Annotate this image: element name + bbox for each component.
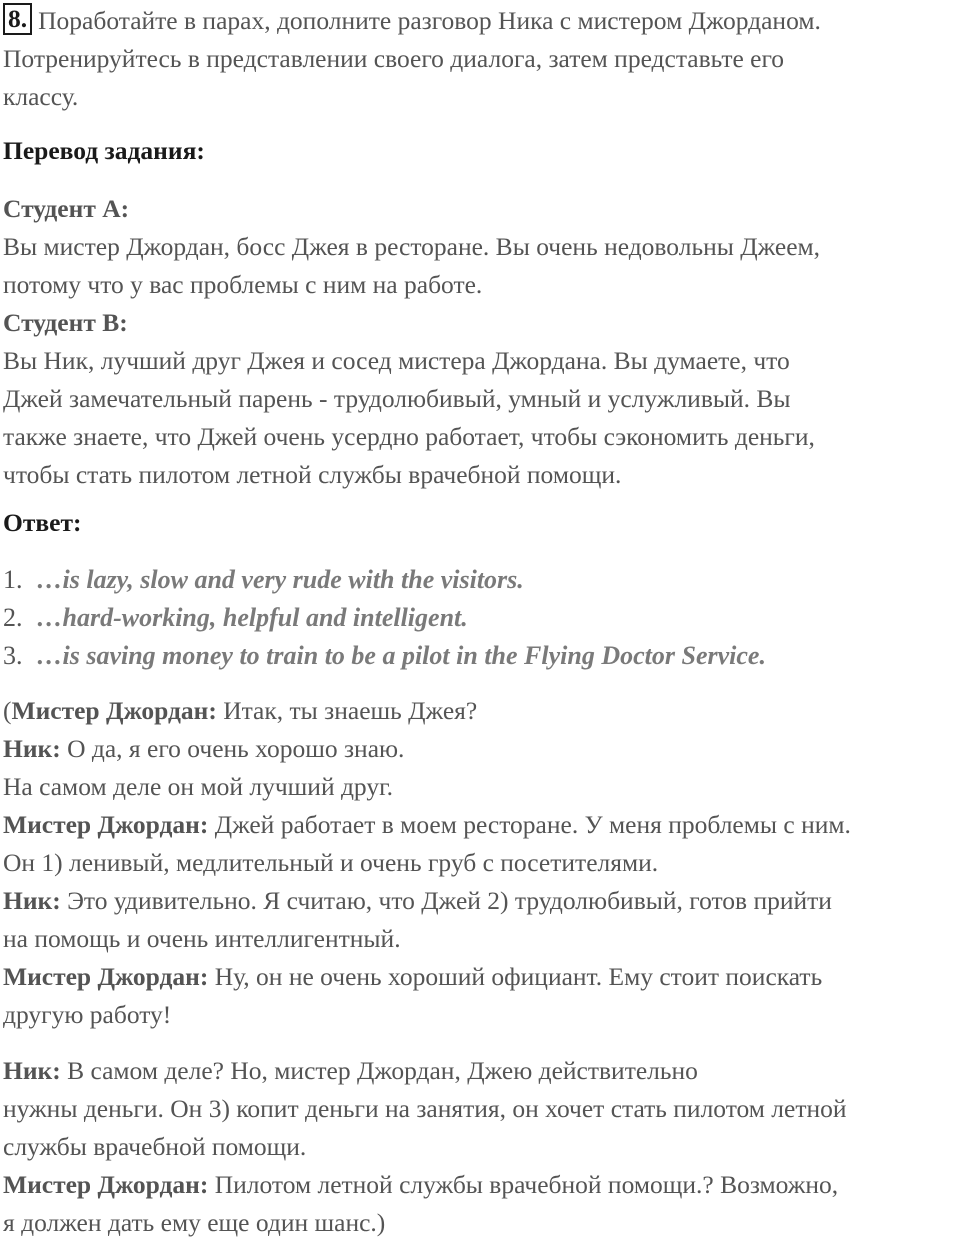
answer-text: …is lazy, slow and very rude with the visitors. bbox=[36, 565, 524, 594]
task-text: Поработайте в парах, дополните разговор Ника с мистером Джорданом. bbox=[38, 6, 821, 35]
dialogue-text: Итак, ты знаешь Джея? bbox=[216, 696, 478, 725]
answer-text: …hard-working, helpful and intelligent. bbox=[36, 603, 468, 632]
task-line-1 bbox=[3, 2, 960, 40]
answer-item-1 bbox=[3, 561, 960, 599]
dialogue-text: Джей работает в моем ресторане. У меня проблемы с ним. bbox=[208, 810, 851, 839]
dialogue-text: Это удивительно. Я считаю, что Джей 2) трудолюбивый, готов прийти bbox=[60, 886, 832, 915]
student-a-line-2: потому что у вас проблемы с ним на работе. bbox=[3, 270, 483, 299]
task-line-3: классу. bbox=[3, 82, 79, 111]
dialogue-line bbox=[3, 1204, 960, 1242]
dialogue-line bbox=[3, 1052, 960, 1090]
dialogue-line bbox=[3, 1166, 960, 1204]
dialogue-line bbox=[3, 882, 960, 920]
answer-number: 3. bbox=[3, 641, 23, 670]
student-b-line-1: Вы Ник, лучший друг Джея и сосед мистера Джордана. Вы думаете, что bbox=[3, 346, 790, 375]
dialogue-text: Ну, он не очень хороший официант. Ему стоит поискать bbox=[208, 962, 823, 991]
answer-number: 1. bbox=[3, 565, 23, 594]
student-b-line-2: Джей замечательный парень - трудолюбивый, умный и услужливый. Вы bbox=[3, 384, 791, 413]
dialogue-text: на помощь и очень интеллигентный. bbox=[3, 924, 401, 953]
answer-text: …is saving money to train to be a pilot in the Flying Doctor Service. bbox=[36, 641, 766, 670]
dialogue-speaker: Ник: bbox=[3, 1056, 61, 1085]
dialogue-speaker: Мистер Джордан: bbox=[3, 810, 209, 839]
dialogue-line bbox=[3, 920, 960, 958]
dialogue-text: службы врачебной помощи. bbox=[3, 1132, 307, 1161]
dialogue-speaker: Мистер Джордан: bbox=[3, 962, 209, 991]
dialogue-line bbox=[3, 844, 960, 882]
dialogue-text: В самом деле? Но, мистер Джордан, Джею действительно bbox=[60, 1056, 698, 1085]
task-line-2: Потренируйтесь в представлении своего диалога, затем представьте его bbox=[3, 44, 785, 73]
dialogue-line bbox=[3, 996, 960, 1034]
student-b-line-3: также знаете, что Джей очень усердно работает, чтобы сэкономить деньги, bbox=[3, 422, 815, 451]
dialogue-line bbox=[3, 806, 960, 844]
dialogue-speaker: Ник: bbox=[3, 886, 61, 915]
dialogue-line bbox=[3, 768, 960, 806]
dialogue-text: нужны деньги. Он 3) копит деньги на занятия, он хочет стать пилотом летной bbox=[3, 1094, 847, 1123]
dialogue-text: О да, я его очень хорошо знаю. bbox=[60, 734, 405, 763]
student-a-label: Студент А: bbox=[3, 194, 130, 223]
student-a-line-1: Вы мистер Джордан, босс Джея в ресторане. Вы очень недовольны Джеем, bbox=[3, 232, 821, 261]
dialogue-text: Пилотом летной службы врачебной помощи.? Возможно, bbox=[208, 1170, 839, 1199]
document-page bbox=[3, 2, 960, 1242]
task-number-badge: 8. bbox=[3, 3, 32, 35]
dialogue-speaker: Мистер Джордан: bbox=[11, 696, 217, 725]
dialogue-line bbox=[3, 730, 960, 768]
dialogue-prefix: ( bbox=[3, 696, 12, 725]
answer-heading: Ответ: bbox=[3, 508, 82, 537]
student-b-line-4: чтобы стать пилотом летной службы врачебной помощи. bbox=[3, 460, 622, 489]
dialogue-text: я должен дать ему еще один шанс.) bbox=[3, 1208, 386, 1237]
dialogue-text: другую работу! bbox=[3, 1000, 172, 1029]
dialogue-block-2 bbox=[3, 1052, 960, 1242]
student-b-label: Студент В: bbox=[3, 308, 128, 337]
dialogue-block-1 bbox=[3, 692, 960, 1034]
dialogue-text: На самом деле он мой лучший друг. bbox=[3, 772, 394, 801]
dialogue-speaker: Мистер Джордан: bbox=[3, 1170, 209, 1199]
answer-item-2 bbox=[3, 599, 960, 637]
dialogue-line bbox=[3, 958, 960, 996]
translation-heading: Перевод задания: bbox=[3, 136, 205, 165]
dialogue-line bbox=[3, 1128, 960, 1166]
answer-number: 2. bbox=[3, 603, 23, 632]
answer-item-3 bbox=[3, 637, 960, 675]
dialogue-text: Он 1) ленивый, медлительный и очень груб с посетителями. bbox=[3, 848, 659, 877]
dialogue-line bbox=[3, 692, 960, 730]
dialogue-speaker: Ник: bbox=[3, 734, 61, 763]
dialogue-line bbox=[3, 1090, 960, 1128]
